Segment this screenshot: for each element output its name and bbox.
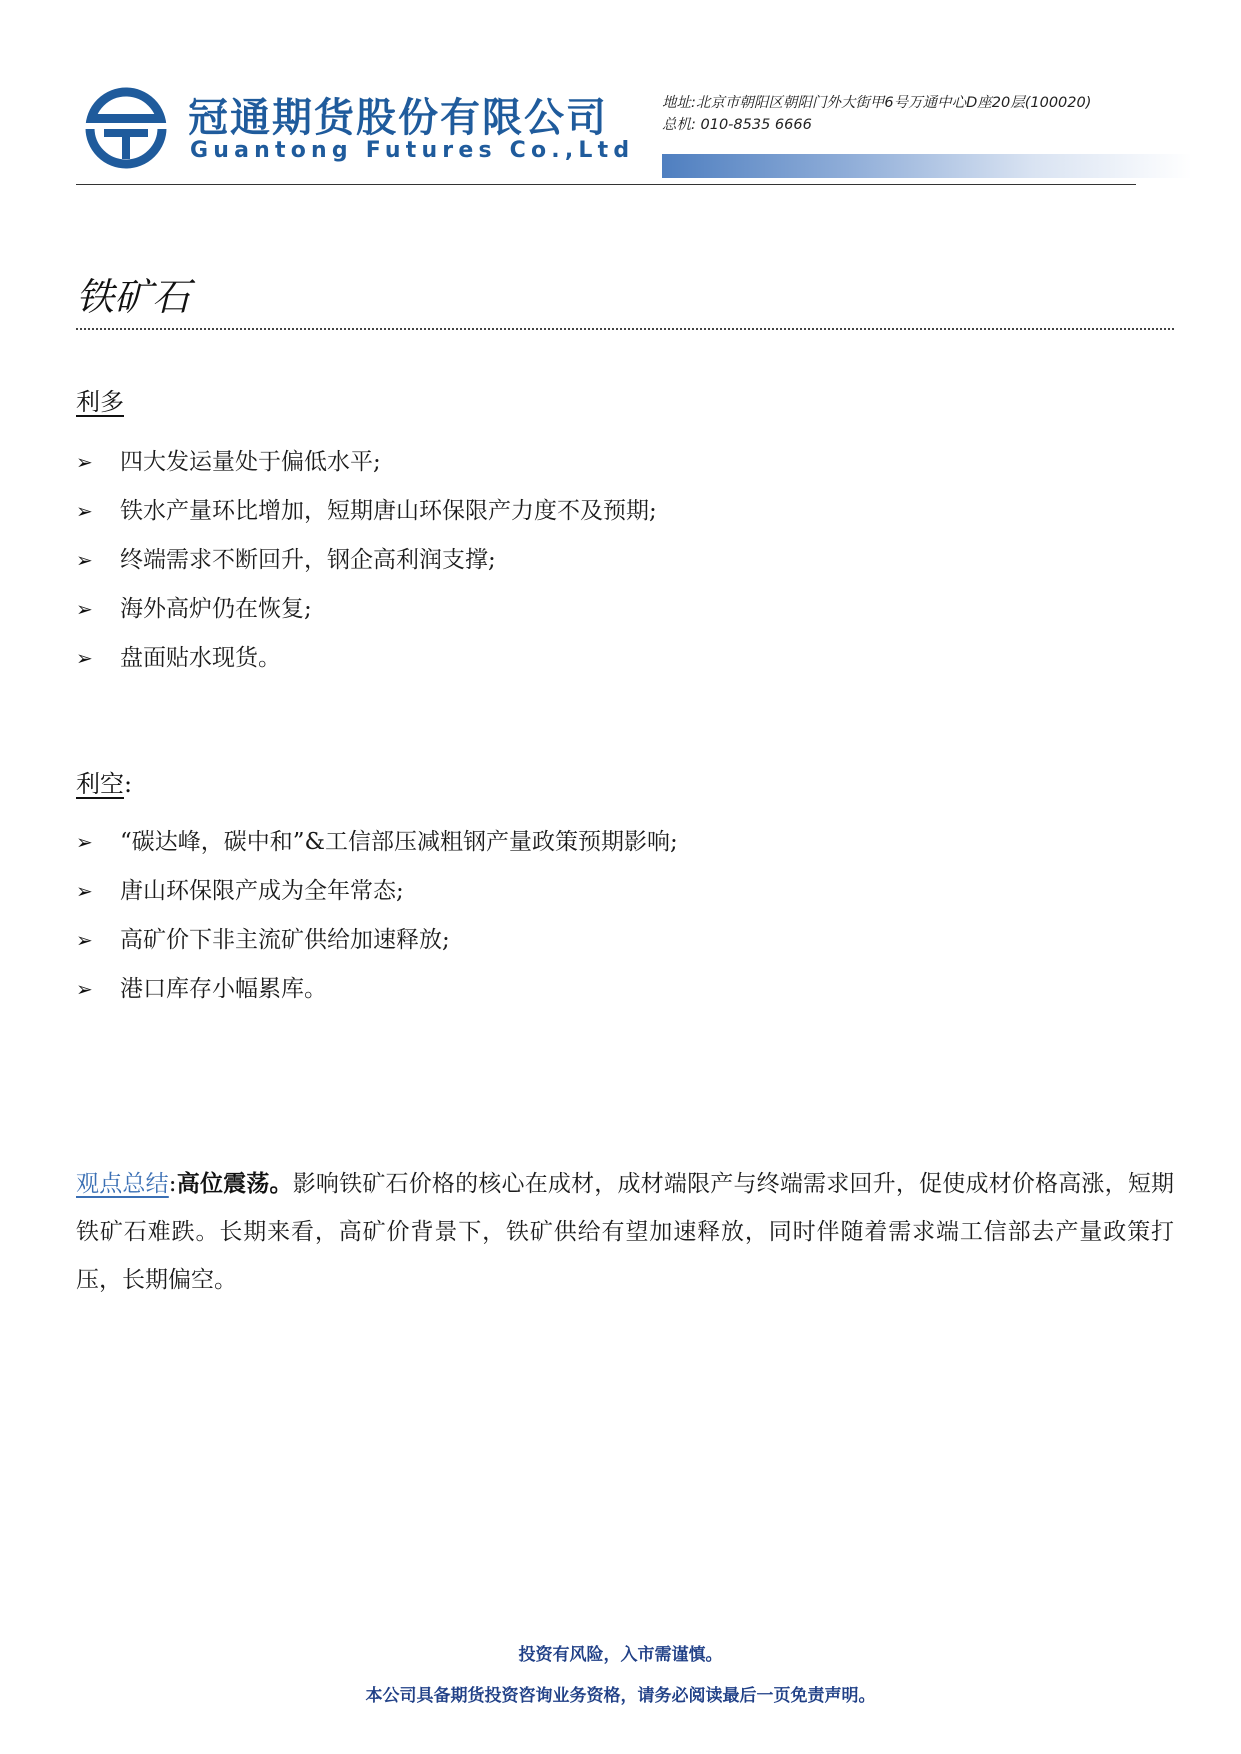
- summary-text: 影响铁矿石价格的核心在成材，成材端限产与终端需求回升，促使成材价格高涨，短期铁矿石难跌。长期来看，高矿价背景下，铁矿供给有望加速释放，同时伴随着需求端工信部去产量政策打压，长期偏空。: [76, 1171, 1175, 1293]
- bearish-heading-label: 利空: [76, 770, 124, 798]
- disclaimer-notice: 本公司具备期货投资咨询业务资格，请务必阅读最后一页免责声明。: [365, 1686, 876, 1706]
- company-name-cn: 冠通期货股份有限公司: [188, 95, 608, 141]
- bearish-heading-colon: :: [124, 770, 133, 798]
- list-item: ➢ 四大发运量处于偏低水平;: [76, 446, 1176, 495]
- list-item: ➢ 港口库存小幅累库。: [76, 973, 1176, 1022]
- arrow-bullet-icon: ➢: [76, 928, 93, 952]
- bearish-heading: [76, 764, 132, 799]
- arrow-bullet-icon: ➢: [76, 548, 93, 572]
- list-item: ➢ 终端需求不断回升，钢企高利润支撑;: [76, 544, 1176, 593]
- list-item: ➢ 铁水产量环比增加，短期唐山环保限产力度不及预期;: [76, 495, 1176, 544]
- company-name-en: Guantong Futures Co.,Ltd: [190, 138, 635, 163]
- address-text: 地址:北京市朝阳区朝阳门外大街甲6号万通中心D座20层(100020): [662, 95, 1092, 111]
- list-item: ➢ 盘面贴水现货。: [76, 642, 1176, 691]
- arrow-bullet-icon: ➢: [76, 646, 93, 670]
- guantong-logo-icon: [84, 86, 168, 170]
- list-item: ➢ 高矿价下非主流矿供给加速释放;: [76, 924, 1176, 973]
- page-header: [0, 0, 1241, 190]
- list-item: ➢ “碳达峰，碳中和”&工信部压减粗钢产量政策预期影响;: [76, 826, 1176, 875]
- arrow-bullet-icon: ➢: [76, 450, 93, 474]
- bearish-list: [76, 826, 1176, 1022]
- risk-warning: 投资有风险，入市需谨慎。: [518, 1645, 723, 1665]
- summary-paragraph: [76, 1160, 1174, 1304]
- summary-colon: :: [168, 1171, 177, 1197]
- header-divider: [76, 184, 1136, 185]
- arrow-bullet-icon: ➢: [76, 977, 93, 1001]
- arrow-bullet-icon: ➢: [76, 499, 93, 523]
- phone-text: 总机: 010-8535 6666: [662, 117, 812, 133]
- bullish-list: [76, 446, 1176, 691]
- summary-verdict: 高位震荡。: [176, 1170, 293, 1197]
- list-item: ➢ 海外高炉仍在恢复;: [76, 593, 1176, 642]
- bullish-heading-label: 利多: [76, 388, 124, 416]
- header-gradient-bar: [662, 154, 1192, 178]
- contact-info: [662, 92, 1091, 136]
- arrow-bullet-icon: ➢: [76, 879, 93, 903]
- bullish-heading: [76, 382, 124, 417]
- summary-label: 观点总结: [76, 1171, 169, 1197]
- title-dotted-divider: [76, 328, 1174, 330]
- page-title: 铁矿石: [76, 275, 191, 319]
- arrow-bullet-icon: ➢: [76, 597, 93, 621]
- arrow-bullet-icon: ➢: [76, 830, 93, 854]
- list-item: ➢ 唐山环保限产成为全年常态;: [76, 875, 1176, 924]
